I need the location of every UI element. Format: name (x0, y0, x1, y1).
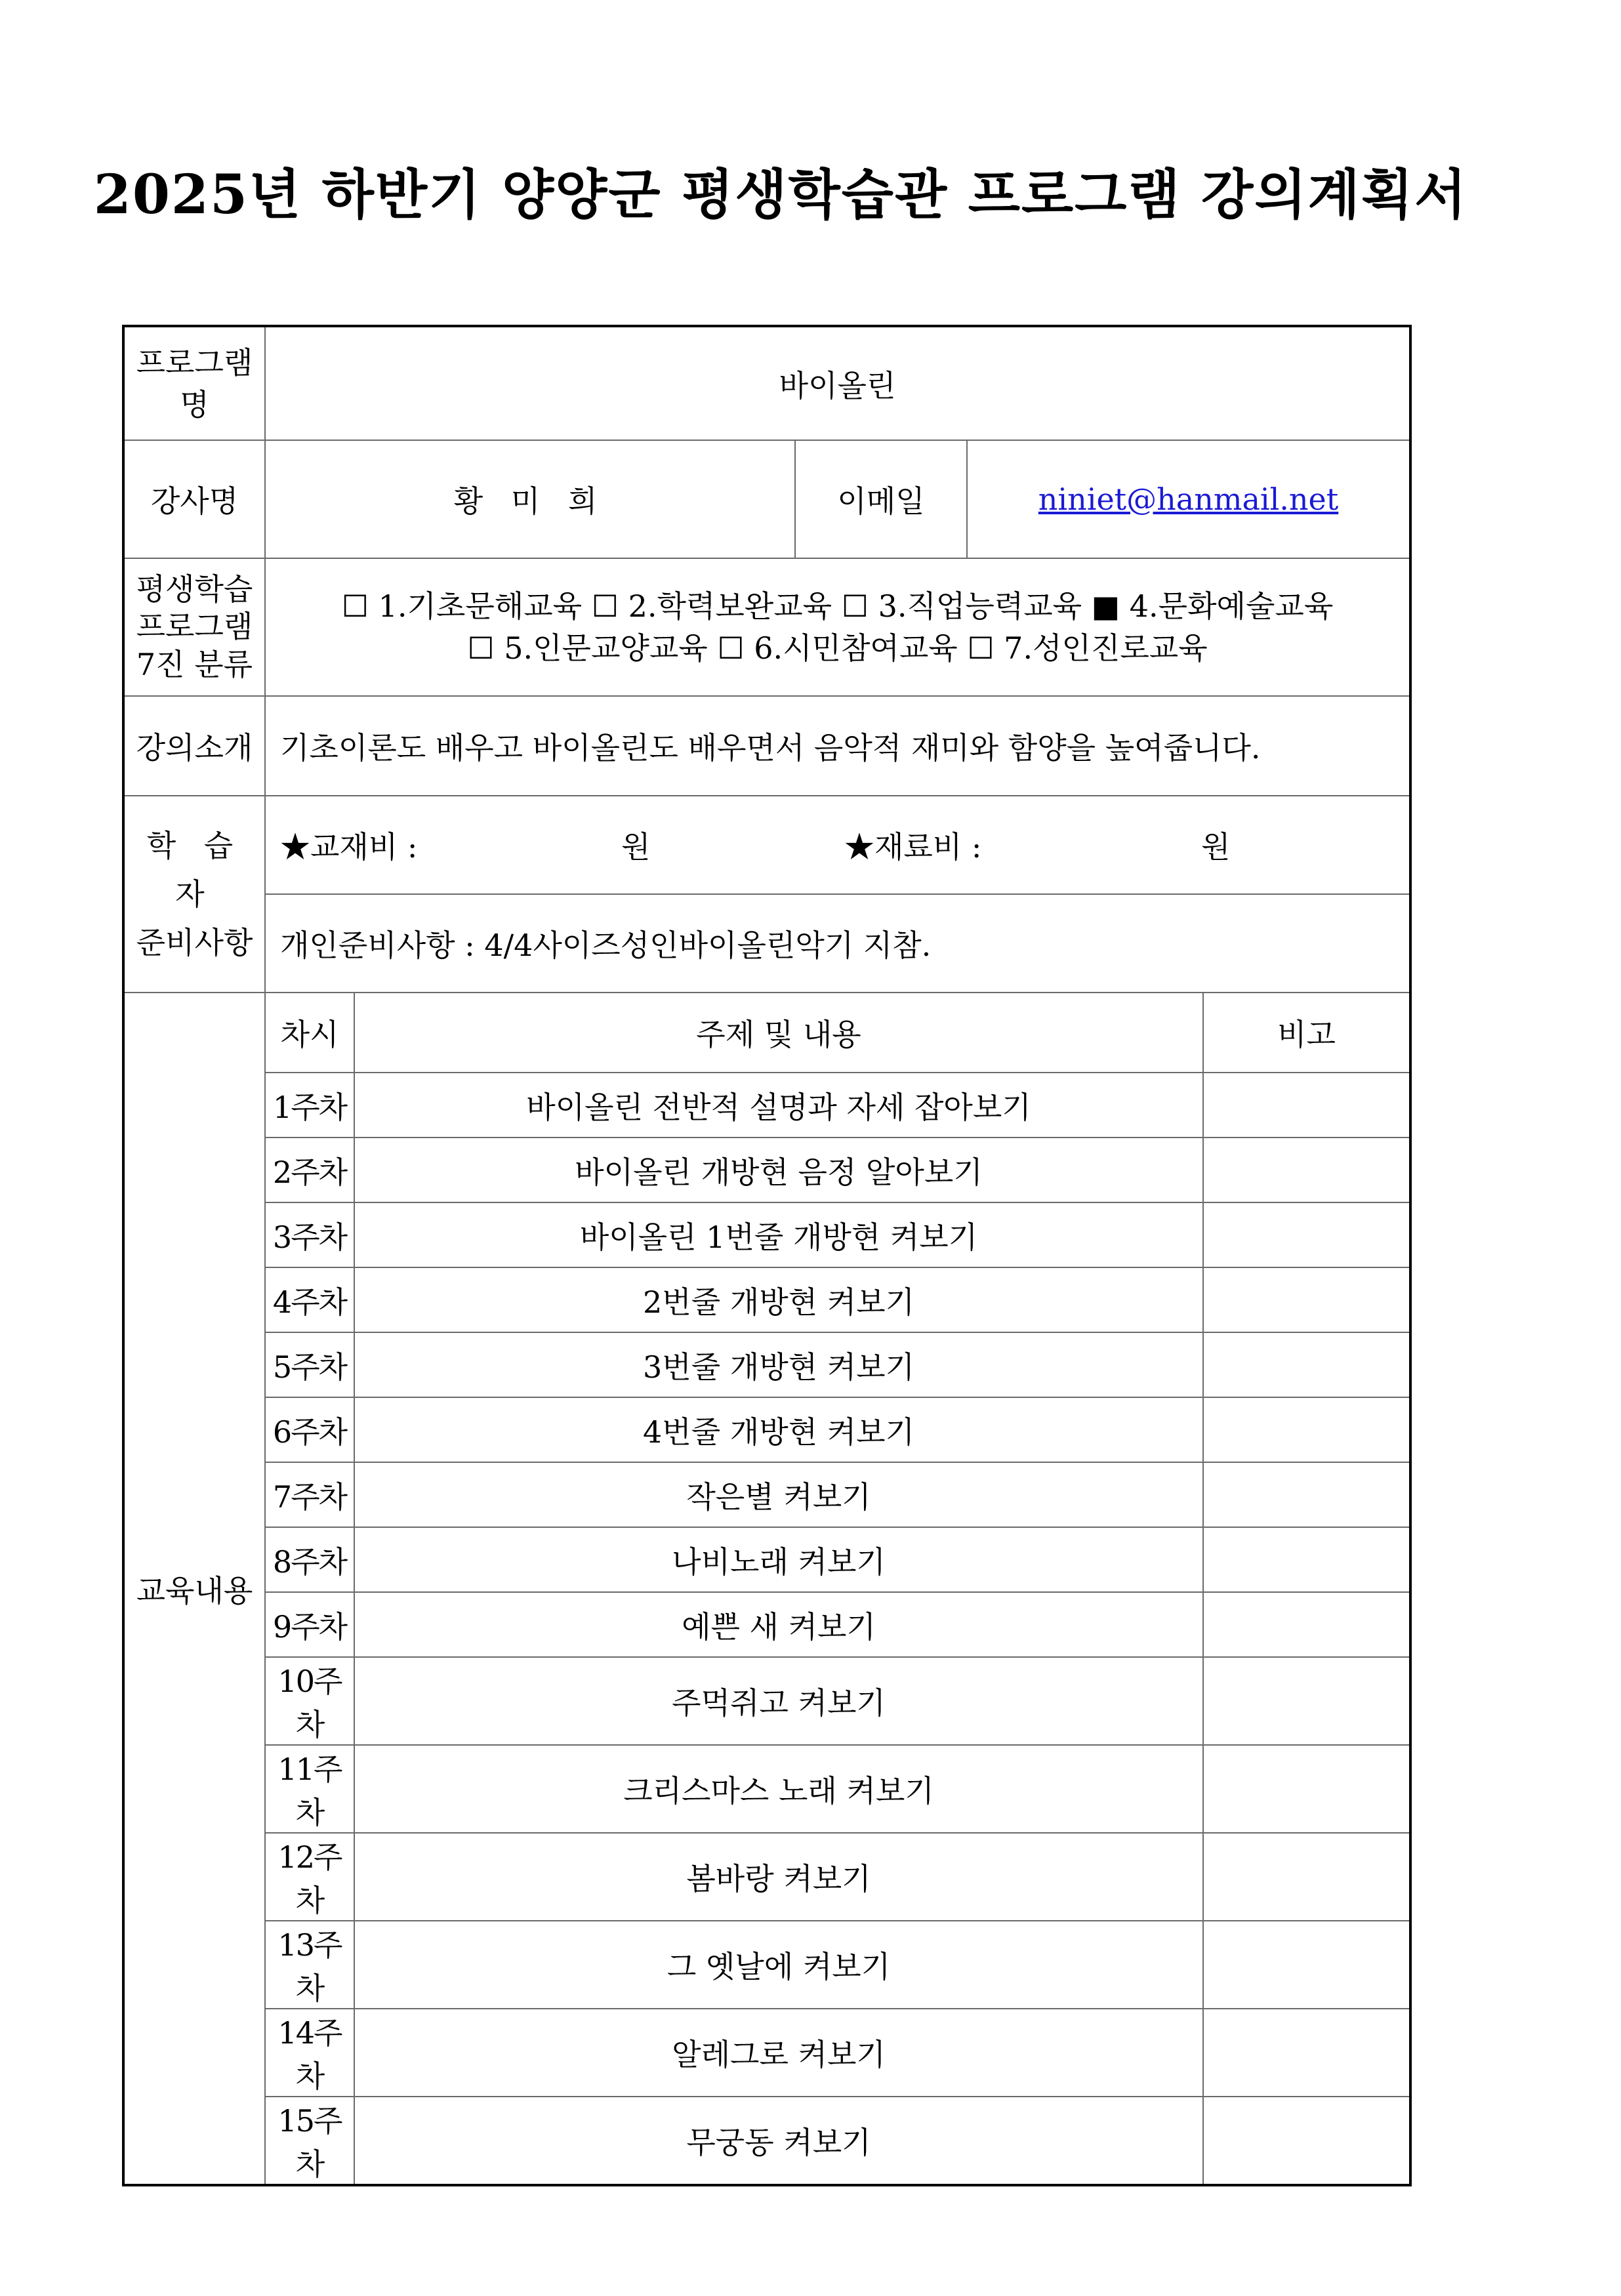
document-title: 2025년 하반기 양양군 평생학습관 프로그램 강의계획서 (93, 163, 1468, 226)
topic-cell: 2번줄 개방현 켜보기 (354, 1267, 1203, 1332)
table-row (123, 1833, 1410, 1921)
table-row (123, 2097, 1410, 2185)
session-cell: 6주차 (265, 1397, 354, 1462)
note-cell (1203, 1397, 1410, 1462)
textbook-fee-unit: 원 (621, 829, 651, 865)
session-cell: 3주차 (265, 1202, 354, 1267)
topic-cell: 예쁜 새 켜보기 (354, 1592, 1203, 1657)
topic-cell: 4번줄 개방현 켜보기 (354, 1397, 1203, 1462)
table-row (123, 1267, 1410, 1332)
material-fee-label: ★재료비 : (844, 829, 982, 865)
fees-line (280, 823, 1409, 867)
session-header: 차시 (265, 993, 354, 1073)
topic-cell: 주먹쥐고 켜보기 (354, 1657, 1203, 1745)
email-cell (967, 440, 1410, 558)
classification-label (123, 558, 265, 696)
table-row (123, 1921, 1410, 2009)
topic-cell: 나비노래 켜보기 (354, 1527, 1203, 1592)
table-row (123, 1073, 1410, 1138)
topic-cell: 알레그로 켜보기 (354, 2009, 1203, 2097)
note-cell (1203, 1833, 1410, 1921)
note-cell (1203, 1073, 1410, 1138)
note-cell (1203, 1267, 1410, 1332)
table-row (123, 1527, 1410, 1592)
note-cell (1203, 2097, 1410, 2185)
session-cell: 8주차 (265, 1527, 354, 1592)
table-row (123, 1138, 1410, 1202)
instructor-row (123, 440, 1410, 558)
table-row (123, 2009, 1410, 2097)
table-row (123, 1462, 1410, 1527)
classification-label-line3: 7진 분류 (136, 646, 253, 682)
topic-cell: 크리스마스 노래 켜보기 (354, 1745, 1203, 1833)
intro-row (123, 696, 1410, 796)
preparation-label-line2: 준비사항 (136, 925, 253, 960)
session-cell: 14주차 (265, 2009, 354, 2097)
session-cell: 10주차 (265, 1657, 354, 1745)
classification-label-line2: 프로그램 (136, 609, 253, 645)
material-fee-unit: 원 (1201, 829, 1231, 865)
preparation-label (123, 796, 265, 993)
topic-cell: 3번줄 개방현 켜보기 (354, 1332, 1203, 1397)
session-cell: 13주차 (265, 1921, 354, 2009)
session-cell: 15주차 (265, 2097, 354, 2185)
topic-cell: 바이올린 1번줄 개방현 켜보기 (354, 1202, 1203, 1267)
session-cell: 5주차 (265, 1332, 354, 1397)
table-row (123, 1592, 1410, 1657)
topic-cell: 바이올린 개방현 음정 알아보기 (354, 1138, 1203, 1202)
fees-row (123, 796, 1410, 894)
note-cell (1203, 1592, 1410, 1657)
table-row (123, 1397, 1410, 1462)
session-cell: 1주차 (265, 1073, 354, 1138)
table-row (123, 1745, 1410, 1833)
fees-cell (265, 796, 1410, 894)
classification-line-1: ☐ 1.기초문해교육 ☐ 2.학력보완교육 ☐ 3.직업능력교육 ■ 4.문화예술교육 (341, 588, 1334, 624)
note-cell (1203, 1527, 1410, 1592)
textbook-fee-label: ★교재비 : (280, 829, 418, 865)
curriculum-label: 교육내용 (123, 993, 265, 2185)
email-label: 이메일 (795, 440, 967, 558)
session-cell: 11주차 (265, 1745, 354, 1833)
program-row (123, 326, 1410, 440)
topic-cell: 무궁동 켜보기 (354, 2097, 1203, 2185)
note-cell (1203, 1332, 1410, 1397)
note-cell (1203, 1921, 1410, 2009)
note-header: 비고 (1203, 993, 1410, 1073)
topic-header: 주제 및 내용 (354, 993, 1203, 1073)
note-cell (1203, 1745, 1410, 1833)
classification-line-2: ☐ 5.인문교양교육 ☐ 6.시민참여교육 ☐ 7.성인진로교육 (467, 630, 1208, 666)
classification-options (265, 558, 1410, 696)
topic-cell: 그 옛날에 켜보기 (354, 1921, 1203, 2009)
session-cell: 12주차 (265, 1833, 354, 1921)
note-cell (1203, 1202, 1410, 1267)
classification-row (123, 558, 1410, 696)
note-cell (1203, 1657, 1410, 1745)
table-row (123, 1657, 1410, 1745)
preparation-label-line1: 학 습 자 (146, 828, 243, 912)
topic-cell: 바이올린 전반적 설명과 자세 잡아보기 (354, 1073, 1203, 1138)
topic-cell: 봄바랑 켜보기 (354, 1833, 1203, 1921)
session-cell: 9주차 (265, 1592, 354, 1657)
note-cell (1203, 1138, 1410, 1202)
intro-text: 기초이론도 배우고 바이올린도 배우면서 음악적 재미와 함양을 높여줍니다. (265, 696, 1410, 796)
program-name-value: 바이올린 (265, 326, 1410, 440)
lecture-plan-table (122, 325, 1412, 2186)
personal-prep-row (123, 894, 1410, 993)
note-cell (1203, 2009, 1410, 2097)
session-cell: 7주차 (265, 1462, 354, 1527)
session-cell: 2주차 (265, 1138, 354, 1202)
table-row (123, 1202, 1410, 1267)
session-cell: 4주차 (265, 1267, 354, 1332)
topic-cell: 작은별 켜보기 (354, 1462, 1203, 1527)
personal-preparation: 개인준비사항 : 4/4사이즈성인바이올린악기 지참. (265, 894, 1410, 993)
note-cell (1203, 1462, 1410, 1527)
instructor-name: 황 미 희 (265, 440, 795, 558)
email-link[interactable]: niniet@hanmail.net (1038, 482, 1339, 517)
instructor-label: 강사명 (123, 440, 265, 558)
table-row (123, 1332, 1410, 1397)
classification-label-line1: 평생학습 (136, 571, 253, 607)
curriculum-header-row (123, 993, 1410, 1073)
intro-label: 강의소개 (123, 696, 265, 796)
program-name-label: 프로그램명 (123, 326, 265, 440)
